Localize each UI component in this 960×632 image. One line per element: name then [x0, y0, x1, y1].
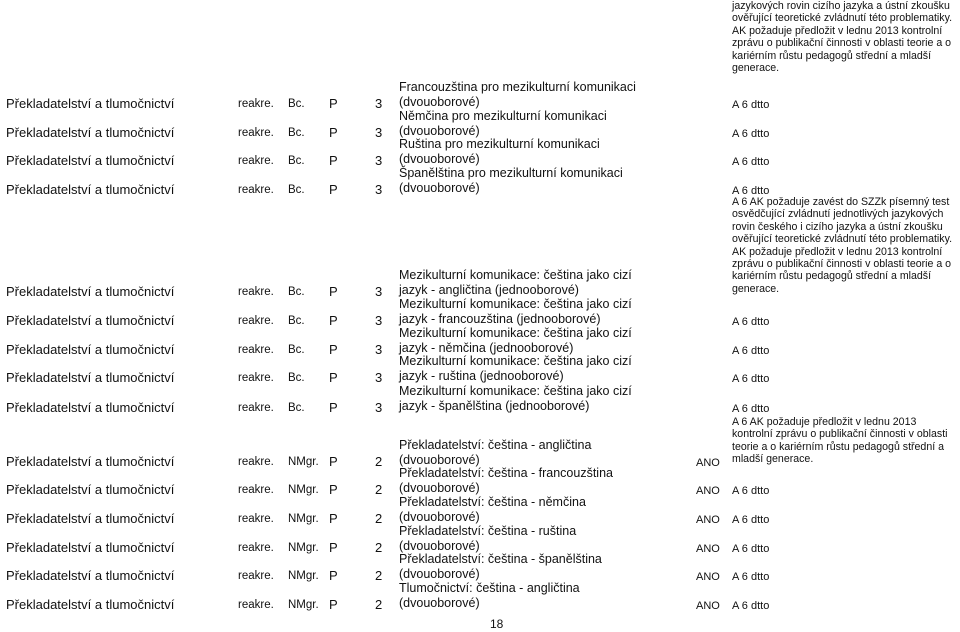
- study-years: 3: [375, 284, 383, 299]
- study-subject: [399, 524, 576, 554]
- study-subject: [399, 109, 607, 139]
- evaluation-grade: A 6 dtto: [732, 600, 770, 612]
- study-years: 3: [375, 182, 383, 197]
- study-subject: [399, 354, 632, 384]
- degree-level: Bc.: [288, 286, 305, 298]
- study-subject-line2: (dvouoborové): [399, 152, 480, 166]
- study-years: 2: [375, 454, 383, 469]
- study-subject: [399, 581, 580, 611]
- note-middle: A 6 AK požaduje zavést do SZZk písemný test osvědčující zvládnutí jednotlivých jazykových rovin českého i cizího jazyka a ústní zkoušku ověřující teoretické zvládnutí této problematiky. AK požaduje předložit v lednu 2013 kontrolní zprávu o publikační činnosti v oblasti teorie a o kariérním růstu pedagogů střední a mladší generace.: [732, 196, 953, 295]
- study-subject-line1: Mezikulturní komunikace: čeština jako cizí: [399, 297, 632, 311]
- program-name: Překladatelství a tlumočnictví: [6, 342, 175, 357]
- study-subject-line2: jazyk - francouzština (jednooborové): [399, 312, 601, 326]
- study-subject-line2: (dvouoborové): [399, 453, 480, 467]
- degree-level: NMgr.: [288, 484, 319, 496]
- ano-flag: ANO: [696, 600, 720, 612]
- study-subject-line1: Mezikulturní komunikace: čeština jako cizí: [399, 354, 632, 368]
- study-form: P: [329, 400, 338, 415]
- study-form: P: [329, 540, 338, 555]
- evaluation-grade: A 6 dtto: [732, 373, 770, 385]
- study-subject-line2: (dvouoborové): [399, 510, 480, 524]
- study-form: P: [329, 125, 338, 140]
- evaluation-grade: A 6 dtto: [732, 316, 770, 328]
- study-form: P: [329, 511, 338, 526]
- study-form: P: [329, 370, 338, 385]
- study-subject-line1: Překladatelství: čeština - francouzština: [399, 466, 613, 480]
- evaluation-grade: A 6 dtto: [732, 185, 770, 197]
- study-subject: [399, 438, 591, 468]
- study-subject-line1: Němčina pro mezikulturní komunikaci: [399, 109, 607, 123]
- study-form: P: [329, 313, 338, 328]
- evaluation-grade: A 6 dtto: [732, 156, 770, 168]
- ano-flag: ANO: [696, 543, 720, 555]
- study-subject-line2: (dvouoborové): [399, 95, 480, 109]
- study-subject: [399, 495, 586, 525]
- study-subject-line2: jazyk - němčina (jednooborové): [399, 341, 574, 355]
- study-subject-line2: (dvouoborové): [399, 181, 480, 195]
- program-name: Překladatelství a tlumočnictví: [6, 568, 175, 583]
- accreditation-type: reakre.: [238, 402, 274, 414]
- study-subject-line2: jazyk - španělština (jednooborové): [399, 399, 590, 413]
- evaluation-grade: A 6 dtto: [732, 571, 770, 583]
- accreditation-type: reakre.: [238, 286, 274, 298]
- accreditation-type: reakre.: [238, 155, 274, 167]
- accreditation-type: reakre.: [238, 127, 274, 139]
- study-subject-line1: Překladatelství: čeština - ruština: [399, 524, 577, 538]
- evaluation-grade: A 6 dtto: [732, 514, 770, 526]
- accreditation-type: reakre.: [238, 372, 274, 384]
- study-years: 3: [375, 313, 383, 328]
- program-name: Překladatelství a tlumočnictví: [6, 284, 175, 299]
- study-years: 3: [375, 153, 383, 168]
- ano-flag: ANO: [696, 514, 720, 526]
- study-years: 3: [375, 370, 383, 385]
- study-subject-line2: (dvouoborové): [399, 124, 480, 138]
- degree-level: NMgr.: [288, 542, 319, 554]
- study-subject: [399, 466, 613, 496]
- study-form: P: [329, 482, 338, 497]
- study-subject-line1: Překladatelství: čeština - španělština: [399, 552, 602, 566]
- study-years: 2: [375, 482, 383, 497]
- degree-level: NMgr.: [288, 513, 319, 525]
- study-subject-line1: Španělština pro mezikulturní komunikaci: [399, 166, 623, 180]
- evaluation-grade: A 6 dtto: [732, 543, 770, 555]
- evaluation-grade: A 6 dtto: [732, 345, 770, 357]
- accreditation-type: reakre.: [238, 98, 274, 110]
- study-form: P: [329, 153, 338, 168]
- study-subject: [399, 166, 623, 196]
- program-name: Překladatelství a tlumočnictví: [6, 96, 175, 111]
- degree-level: Bc.: [288, 344, 305, 356]
- study-subject-line2: (dvouoborové): [399, 481, 480, 495]
- study-form: P: [329, 597, 338, 612]
- program-name: Překladatelství a tlumočnictví: [6, 597, 175, 612]
- program-name: Překladatelství a tlumočnictví: [6, 454, 175, 469]
- note-bottom: A 6 AK požaduje předložit v lednu 2013 kontrolní zprávu o publikační činnosti v oblasti teorie a o kariérním růstu pedagogů střední a mladší generace.: [732, 416, 948, 466]
- accreditation-type: reakre.: [238, 513, 274, 525]
- study-subject-line1: Mezikulturní komunikace: čeština jako cizí: [399, 384, 632, 398]
- degree-level: NMgr.: [288, 599, 319, 611]
- degree-level: Bc.: [288, 315, 305, 327]
- degree-level: Bc.: [288, 372, 305, 384]
- program-name: Překladatelství a tlumočnictví: [6, 370, 175, 385]
- accreditation-type: reakre.: [238, 344, 274, 356]
- accreditation-type: reakre.: [238, 542, 274, 554]
- evaluation-grade: A 6 dtto: [732, 403, 770, 415]
- study-subject-line1: Tlumočnictví: čeština - angličtina: [399, 581, 580, 595]
- accreditation-type: reakre.: [238, 456, 274, 468]
- study-form: P: [329, 568, 338, 583]
- study-subject-line1: Mezikulturní komunikace: čeština jako cizí: [399, 326, 632, 340]
- program-name: Překladatelství a tlumočnictví: [6, 400, 175, 415]
- study-years: 3: [375, 342, 383, 357]
- study-subject: [399, 268, 632, 298]
- degree-level: Bc.: [288, 184, 305, 196]
- study-subject-line2: (dvouoborové): [399, 539, 480, 553]
- study-subject: [399, 326, 632, 356]
- study-form: P: [329, 96, 338, 111]
- evaluation-grade: A 6 dtto: [732, 99, 770, 111]
- study-form: P: [329, 342, 338, 357]
- study-subject-line1: Překladatelství: čeština - angličtina: [399, 438, 592, 452]
- study-years: 2: [375, 511, 383, 526]
- degree-level: NMgr.: [288, 456, 319, 468]
- study-subject: [399, 552, 602, 582]
- degree-level: Bc.: [288, 402, 305, 414]
- study-subject: [399, 384, 632, 414]
- program-name: Překladatelství a tlumočnictví: [6, 153, 175, 168]
- program-name: Překladatelství a tlumočnictví: [6, 313, 175, 328]
- study-form: P: [329, 454, 338, 469]
- program-name: Překladatelství a tlumočnictví: [6, 482, 175, 497]
- study-subject-line1: Překladatelství: čeština - němčina: [399, 495, 586, 509]
- note-top: jazykových rovin cizího jazyka a ústní zkoušku ověřující teoretické zvládnutí této problematiky. AK požaduje předložit v lednu 2013 kontrolní zprávu o publikační činnosti v oblasti teorie a o kariérním růstu pedagogů střední a mladší generace.: [732, 0, 953, 75]
- study-subject: [399, 297, 632, 327]
- program-name: Překladatelství a tlumočnictví: [6, 511, 175, 526]
- study-years: 2: [375, 568, 383, 583]
- study-subject-line1: Mezikulturní komunikace: čeština jako cizí: [399, 268, 632, 282]
- ano-flag: ANO: [696, 457, 720, 469]
- degree-level: Bc.: [288, 98, 305, 110]
- study-years: 3: [375, 125, 383, 140]
- ano-flag: ANO: [696, 571, 720, 583]
- degree-level: NMgr.: [288, 570, 319, 582]
- study-subject-line2: (dvouoborové): [399, 596, 480, 610]
- study-subject-line2: (dvouoborové): [399, 567, 480, 581]
- study-subject-line2: jazyk - ruština (jednooborové): [399, 369, 564, 383]
- evaluation-grade: A 6 dtto: [732, 128, 770, 140]
- accreditation-type: reakre.: [238, 315, 274, 327]
- study-subject: [399, 137, 600, 167]
- page-number: 18: [490, 617, 504, 631]
- study-subject-line1: Ruština pro mezikulturní komunikaci: [399, 137, 600, 151]
- study-subject-line1: Francouzština pro mezikulturní komunikaci: [399, 80, 636, 94]
- ano-flag: ANO: [696, 485, 720, 497]
- study-subject-line2: jazyk - angličtina (jednooborové): [399, 283, 579, 297]
- accreditation-type: reakre.: [238, 599, 274, 611]
- degree-level: Bc.: [288, 155, 305, 167]
- study-years: 2: [375, 540, 383, 555]
- accreditation-type: reakre.: [238, 484, 274, 496]
- accreditation-type: reakre.: [238, 184, 274, 196]
- accreditation-type: reakre.: [238, 570, 274, 582]
- study-years: 3: [375, 400, 383, 415]
- evaluation-grade: A 6 dtto: [732, 485, 770, 497]
- program-name: Překladatelství a tlumočnictví: [6, 540, 175, 555]
- study-form: P: [329, 284, 338, 299]
- program-name: Překladatelství a tlumočnictví: [6, 182, 175, 197]
- study-subject: [399, 80, 636, 110]
- degree-level: Bc.: [288, 127, 305, 139]
- study-years: 3: [375, 96, 383, 111]
- study-form: P: [329, 182, 338, 197]
- study-years: 2: [375, 597, 383, 612]
- program-name: Překladatelství a tlumočnictví: [6, 125, 175, 140]
